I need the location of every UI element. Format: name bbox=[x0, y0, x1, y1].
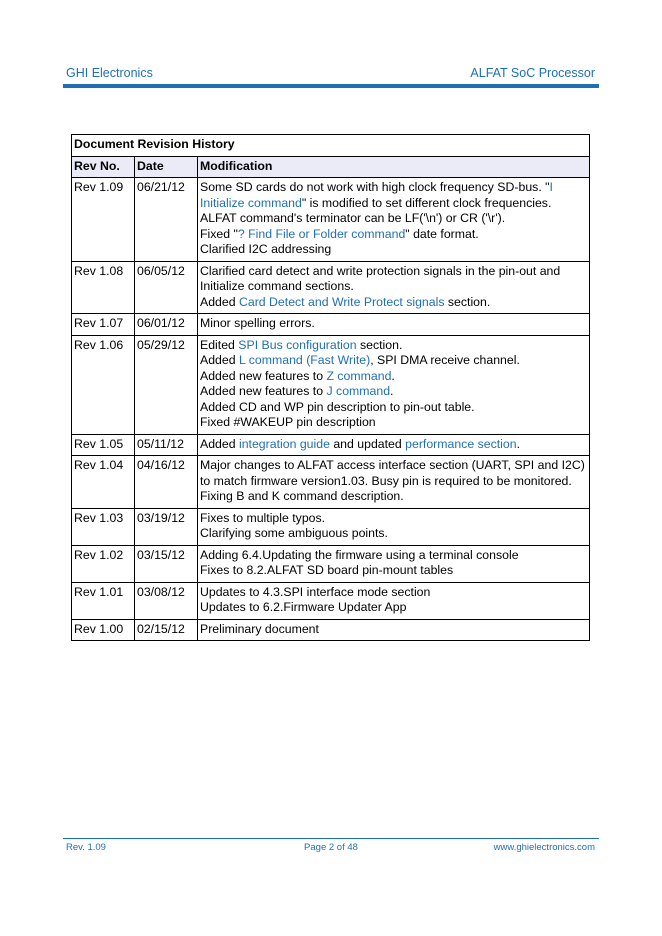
modification-cell bbox=[198, 582, 590, 619]
table-row bbox=[72, 619, 590, 641]
modification-text: Updates to 6.2.Firmware Updater App bbox=[200, 600, 407, 614]
column-header-modification: Modification bbox=[198, 156, 590, 178]
modification-line bbox=[200, 585, 587, 601]
footer-rule bbox=[63, 838, 599, 839]
cross-reference-link[interactable]: SPI Bus configuration bbox=[238, 337, 357, 352]
modification-line bbox=[200, 338, 587, 354]
modification-text: Edited bbox=[200, 337, 239, 352]
rev-number-cell: Rev 1.01 bbox=[72, 582, 135, 619]
rev-number-cell: Rev 1.08 bbox=[72, 261, 135, 314]
cross-reference-link[interactable]: J command bbox=[326, 384, 391, 398]
table-row bbox=[72, 178, 590, 262]
modification-text: Fixed " bbox=[200, 226, 238, 241]
date-cell: 06/05/12 bbox=[135, 261, 198, 314]
modification-line bbox=[200, 511, 587, 527]
modification-line bbox=[200, 622, 587, 638]
modification-line bbox=[200, 548, 587, 564]
modification-line bbox=[200, 227, 587, 243]
cross-reference-link[interactable]: Z command bbox=[326, 368, 392, 383]
rev-number-cell: Rev 1.05 bbox=[72, 434, 135, 456]
cross-reference-link[interactable]: Card Detect and Write Protect signals bbox=[238, 294, 445, 309]
modification-text: Added CD and WP pin description to pin-out table. bbox=[200, 399, 475, 414]
table-row bbox=[72, 434, 590, 456]
modification-line bbox=[200, 211, 587, 227]
modification-text: section. bbox=[356, 337, 403, 352]
modification-line bbox=[200, 369, 587, 385]
cross-reference-link[interactable]: L command (Fast Write) bbox=[238, 353, 371, 367]
modification-text: Updates to 4.3.SPI interface mode section bbox=[200, 584, 431, 599]
table-row bbox=[72, 545, 590, 582]
modification-text: Added bbox=[200, 294, 239, 309]
footer-revision: Rev. 1.09 bbox=[66, 842, 106, 853]
modification-text: " is modified to set different clock frequencies. bbox=[301, 195, 552, 210]
footer-website[interactable]: www.ghielectronics.com bbox=[493, 842, 595, 853]
cross-reference-link[interactable]: I Initialize command bbox=[200, 180, 553, 210]
modification-text: . bbox=[516, 436, 520, 451]
table-header-row bbox=[72, 156, 590, 178]
table-row bbox=[72, 314, 590, 336]
modification-cell bbox=[198, 178, 590, 262]
modification-line bbox=[200, 180, 587, 211]
modification-line bbox=[200, 437, 587, 453]
cross-reference-link[interactable]: performance section bbox=[405, 436, 517, 451]
modification-cell bbox=[198, 456, 590, 509]
modification-text: Fixes to 8.2.ALFAT SD board pin-mount tables bbox=[200, 563, 454, 577]
modification-line bbox=[200, 600, 587, 616]
date-cell: 03/08/12 bbox=[135, 582, 198, 619]
modification-text: Added new features to bbox=[200, 368, 327, 383]
modification-text: Preliminary document bbox=[200, 621, 319, 636]
modification-text: Added bbox=[200, 353, 239, 367]
modification-text: ALFAT command's terminator can be LF('\n') or CR ('\r'). bbox=[200, 211, 506, 225]
modification-cell bbox=[198, 619, 590, 641]
footer-page-number: Page 2 of 48 bbox=[304, 842, 358, 853]
modification-text: Fixes to multiple typos. bbox=[200, 510, 326, 525]
rev-number-cell: Rev 1.07 bbox=[72, 314, 135, 336]
column-header-date: Date bbox=[135, 156, 198, 178]
table-row bbox=[72, 508, 590, 545]
date-cell: 06/21/12 bbox=[135, 178, 198, 262]
modification-text: " date format. bbox=[405, 226, 479, 241]
modification-text: and updated bbox=[329, 436, 406, 451]
rev-number-cell: Rev 1.03 bbox=[72, 508, 135, 545]
modification-cell bbox=[198, 261, 590, 314]
rev-number-cell: Rev 1.00 bbox=[72, 619, 135, 641]
modification-cell bbox=[198, 434, 590, 456]
cross-reference-link[interactable]: ? Find File or Folder command bbox=[237, 226, 406, 241]
rev-number-cell: Rev 1.09 bbox=[72, 178, 135, 262]
modification-text: Minor spelling errors. bbox=[200, 316, 315, 330]
modification-line bbox=[200, 489, 587, 505]
rev-number-cell: Rev 1.02 bbox=[72, 545, 135, 582]
modification-line bbox=[200, 400, 587, 416]
table-title: Document Revision History bbox=[72, 135, 590, 157]
modification-line bbox=[200, 563, 587, 579]
date-cell: 02/15/12 bbox=[135, 619, 198, 641]
date-cell: 05/11/12 bbox=[135, 434, 198, 456]
modification-text: Fixing B and K command description. bbox=[200, 489, 404, 503]
date-cell: 04/16/12 bbox=[135, 456, 198, 509]
header-rule bbox=[63, 84, 599, 88]
modification-line bbox=[200, 526, 587, 542]
table-row bbox=[72, 456, 590, 509]
modification-line bbox=[200, 264, 587, 295]
modification-line bbox=[200, 384, 587, 400]
modification-text: Clarified I2C addressing bbox=[200, 242, 332, 256]
modification-line bbox=[200, 458, 587, 489]
modification-cell bbox=[198, 545, 590, 582]
modification-cell bbox=[198, 508, 590, 545]
modification-line bbox=[200, 415, 587, 431]
modification-text: Clarified card detect and write protection signals in the pin-out and Initialize command sections. bbox=[200, 263, 561, 293]
modification-line bbox=[200, 353, 587, 369]
modification-text: . bbox=[390, 384, 394, 398]
modification-cell bbox=[198, 314, 590, 336]
header-company: GHI Electronics bbox=[66, 66, 153, 80]
modification-text: . bbox=[391, 368, 395, 383]
table-row bbox=[72, 335, 590, 434]
modification-text: Major changes to ALFAT access interface section (UART, SPI and I2C) to match firmware version1.03. Busy pin is required to be monitored. bbox=[200, 458, 585, 488]
cross-reference-link[interactable]: integration guide bbox=[238, 436, 330, 451]
modification-line bbox=[200, 295, 587, 311]
date-cell: 03/19/12 bbox=[135, 508, 198, 545]
modification-text: section. bbox=[444, 294, 491, 309]
modification-line bbox=[200, 242, 587, 258]
modification-text: , SPI DMA receive channel. bbox=[370, 353, 520, 367]
date-cell: 05/29/12 bbox=[135, 335, 198, 434]
modification-line bbox=[200, 316, 587, 332]
modification-cell bbox=[198, 335, 590, 434]
revision-history-table bbox=[71, 134, 590, 641]
date-cell: 06/01/12 bbox=[135, 314, 198, 336]
column-header-rev: Rev No. bbox=[72, 156, 135, 178]
modification-text: Some SD cards do not work with high clock frequency SD-bus. " bbox=[200, 180, 550, 194]
rev-number-cell: Rev 1.04 bbox=[72, 456, 135, 509]
modification-text: Fixed #WAKEUP pin description bbox=[200, 415, 376, 429]
modification-text: Adding 6.4.Updating the firmware using a terminal console bbox=[200, 547, 519, 562]
table-row bbox=[72, 261, 590, 314]
modification-text: Added new features to bbox=[200, 384, 327, 398]
table-row bbox=[72, 582, 590, 619]
modification-text: Clarifying some ambiguous points. bbox=[200, 526, 388, 540]
date-cell: 03/15/12 bbox=[135, 545, 198, 582]
table-title-row bbox=[72, 135, 590, 157]
header-product: ALFAT SoC Processor bbox=[470, 66, 595, 80]
rev-number-cell: Rev 1.06 bbox=[72, 335, 135, 434]
modification-text: Added bbox=[200, 436, 239, 451]
